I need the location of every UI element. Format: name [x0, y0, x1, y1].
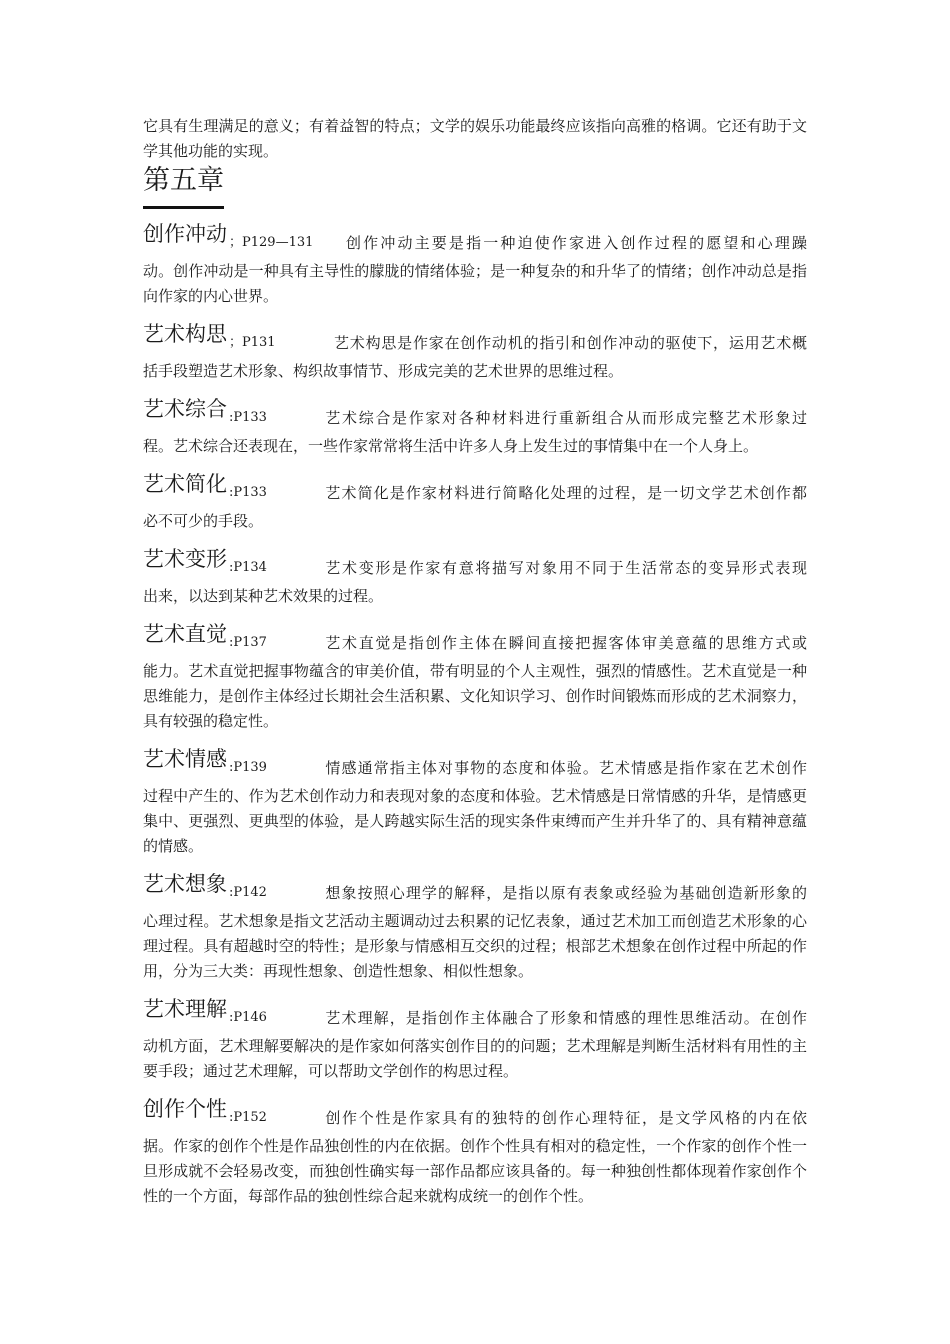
- definition-text: 程。艺术综合还表现在，一些作家常常将生活中许多人身上发生过的事情集中在一个人身上。: [143, 437, 759, 455]
- term-entry-first-line: [143, 609, 807, 653]
- term-separator: ；: [229, 235, 243, 250]
- term-entry-first-line: [143, 209, 807, 253]
- term-heading: 艺术简化: [143, 472, 227, 496]
- definition-first-line: 艺术综合是作家对各种材料进行重新组合从而形成完整艺术形象过: [325, 409, 807, 427]
- term-heading: 艺术综合: [143, 397, 227, 421]
- definition-first-line: 创作冲动主要是指一种迫使作家进入创作过程的愿望和心理躁: [346, 234, 807, 252]
- term-separator: :: [229, 635, 234, 650]
- definition-text: 必不可少的手段。: [143, 512, 264, 530]
- page-reference: P131: [242, 335, 276, 350]
- term-entry-first-line: [143, 534, 807, 578]
- term-entry-first-line: [143, 734, 807, 778]
- term-entry-first-line: [143, 384, 807, 428]
- term-entry-first-line: [143, 859, 807, 903]
- definition-first-line: 艺术简化是作家材料进行简略化处理的过程，是一切文学艺术创作都: [325, 484, 807, 502]
- term-entry: [143, 209, 807, 309]
- term-entry-first-line: [143, 459, 807, 503]
- document-page: [143, 114, 807, 1209]
- term-entry: [143, 1084, 807, 1209]
- term-entry: [143, 384, 807, 459]
- term-entry: [143, 309, 807, 384]
- page-reference: P134: [233, 560, 267, 575]
- term-heading: 艺术情感: [143, 747, 227, 771]
- term-entry-first-line: [143, 1084, 807, 1128]
- term-separator: :: [229, 560, 234, 575]
- definition-text: 动机方面，艺术理解要解决的是作家如何落实创作目的的问题；艺术理解是判断生活材料有用性的主要手段；通过艺术理解，可以帮助文学创作的构思过程。: [143, 1037, 807, 1080]
- term-heading: 艺术直觉: [143, 622, 227, 646]
- page-reference: P133: [233, 485, 267, 500]
- term-heading: 艺术想象: [143, 872, 227, 896]
- term-separator: :: [229, 760, 234, 775]
- page-reference: P137: [233, 635, 267, 650]
- definition-first-line: 艺术构思是作家在创作动机的指引和创作冲动的驱使下，运用艺术概: [334, 334, 807, 352]
- page-reference: P129—131: [242, 235, 314, 250]
- term-heading: 创作冲动: [143, 222, 227, 246]
- term-separator: :: [229, 1110, 234, 1125]
- intro-paragraph: 它具有生理满足的意义；有着益智的特点；文学的娱乐功能最终应该指向高雅的格调。它还有助于文学其他功能的实现。: [143, 117, 807, 160]
- page-reference: P133: [233, 410, 267, 425]
- term-separator: :: [229, 1010, 234, 1025]
- definition-first-line: 艺术理解，是指创作主体融合了形象和情感的理性思维活动。在创作: [325, 1009, 807, 1027]
- term-separator: ；: [229, 335, 243, 350]
- page-reference: P139: [233, 760, 267, 775]
- definition-first-line: 想象按照心理学的解释，是指以原有表象或经验为基础创造新形象的: [325, 884, 807, 902]
- definition-text: 动。创作冲动是一种具有主导性的朦胧的情绪体验；是一种复杂的和升华了的情绪；创作冲动总是指向作家的内心世界。: [143, 262, 807, 305]
- term-entry: [143, 984, 807, 1084]
- definition-text: 括手段塑造艺术形象、构织故事情节、形成完美的艺术世界的思维过程。: [143, 362, 624, 380]
- term-entry: [143, 859, 807, 984]
- term-heading: 艺术理解: [143, 997, 227, 1021]
- definition-first-line: 艺术直觉是指创作主体在瞬间直接把握客体审美意蕴的思维方式或: [325, 634, 807, 652]
- term-entry: [143, 734, 807, 859]
- chapter-title: 第五章: [143, 164, 224, 209]
- term-entry-first-line: [143, 984, 807, 1028]
- term-entry: [143, 609, 807, 734]
- term-list: [143, 209, 807, 1209]
- term-heading: 艺术构思: [143, 322, 227, 346]
- definition-text: 心理过程。艺术想象是指文艺活动主题调动过去积累的记忆表象，通过艺术加工而创造艺术形象的心理过程。具有超越时空的特性；是形象与情感相互交织的过程；根部艺术想象在创作过程中所起的作用，分为三大类：再现性想象、创造性想象、相似性想象。: [143, 912, 807, 980]
- definition-text: 过程中产生的、作为艺术创作动力和表现对象的态度和体验。艺术情感是日常情感的升华，是情感更集中、更强烈、更典型的体验，是人跨越实际生活的现实条件束缚而产生并升华了的、具有精神意蕴的情感。: [143, 787, 807, 855]
- term-heading: 艺术变形: [143, 547, 227, 571]
- definition-first-line: 情感通常指主体对事物的态度和体验。艺术情感是指作家在艺术创作: [325, 759, 807, 777]
- page-reference: P152: [233, 1110, 267, 1125]
- term-entry: [143, 534, 807, 609]
- definition-text: 据。作家的创作个性是作品独创性的内在依据。创作个性具有相对的稳定性，一个作家的创作个性一旦形成就不会轻易改变，而独创性确实每一部作品都应该具备的。每一种独创性都体现着作家创作个性的一个方面，每部作品的独创性综合起来就构成统一的创作个性。: [143, 1137, 807, 1205]
- term-separator: :: [229, 410, 234, 425]
- page-reference: P142: [233, 885, 267, 900]
- term-entry: [143, 459, 807, 534]
- definition-text: 能力。艺术直觉把握事物蕴含的审美价值，带有明显的个人主观性，强烈的情感性。艺术直觉是一种思维能力，是创作主体经过长期社会生活积累、文化知识学习、创作时间锻炼而形成的艺术洞察力，具有较强的稳定性。: [143, 662, 807, 730]
- term-entry-first-line: [143, 309, 807, 353]
- term-separator: :: [229, 885, 234, 900]
- definition-first-line: 艺术变形是作家有意将描写对象用不同于生活常态的变异形式表现: [325, 559, 807, 577]
- term-separator: :: [229, 485, 234, 500]
- definition-text: 出来，以达到某种艺术效果的过程。: [143, 587, 384, 605]
- definition-first-line: 创作个性是作家具有的独特的创作心理特征，是文学风格的内在依: [325, 1109, 807, 1127]
- term-heading: 创作个性: [143, 1097, 227, 1121]
- page-reference: P146: [233, 1010, 267, 1025]
